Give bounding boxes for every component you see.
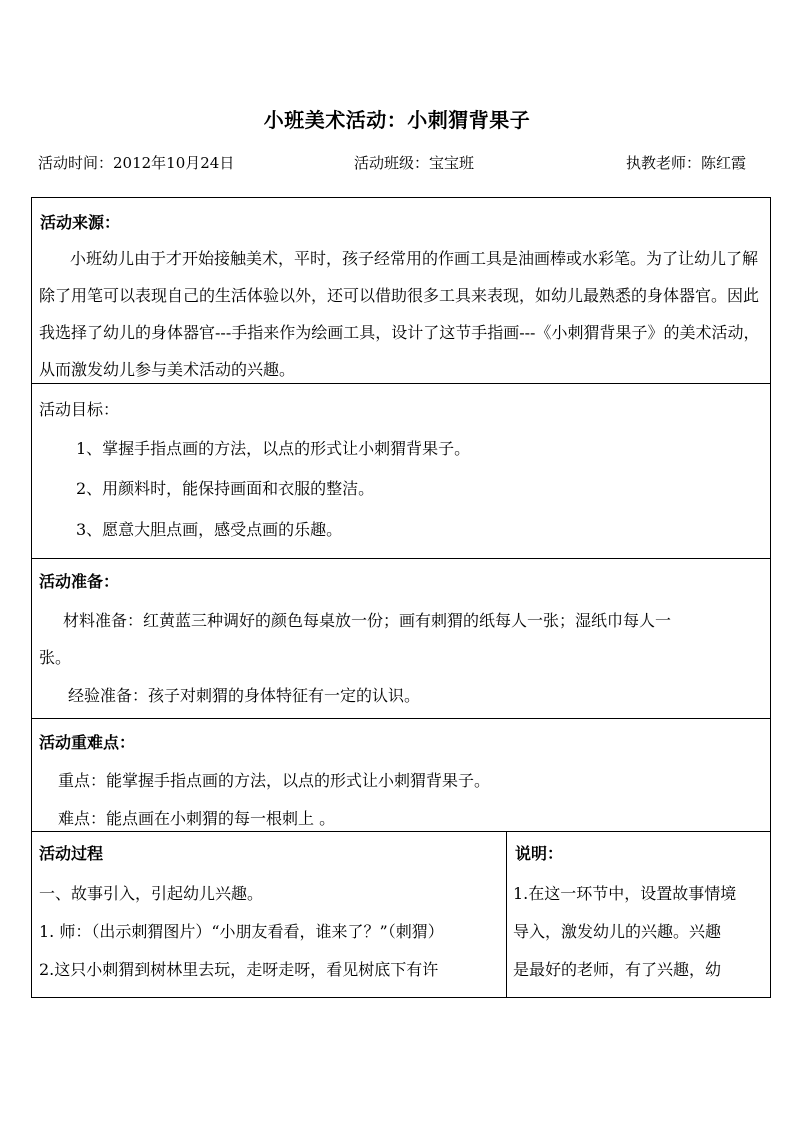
process-column [32, 832, 507, 997]
prep-line: 经验准备：孩子对刺猬的身体特征有一定的认识。 [68, 686, 421, 705]
process-line: 一、故事引入，引起幼儿兴趣。 [39, 884, 264, 903]
goal-item: 3、愿意大胆点画，感受点画的乐趣。 [76, 520, 343, 539]
keypoints-heading: 活动重难点： [39, 733, 136, 752]
process-line: 1. 师：（出示刺猬图片）“小朋友看看，谁来了？”（刺猬） [39, 922, 444, 941]
activity-teacher: 执教老师：陈红霞 [626, 154, 747, 172]
process-section [32, 832, 770, 997]
source-line: 除了用笔可以表现自己的生活体验以外，还可以借助很多工具来表现，如幼儿最熟悉的身体器官。因此 [39, 286, 760, 305]
activity-class: 活动班级：宝宝班 [354, 154, 475, 172]
source-heading: 活动来源： [40, 213, 121, 232]
keypoint-line: 重点：能掌握手指点画的方法，以点的形式让小刺猬背果子。 [58, 771, 491, 790]
notes-column [507, 832, 770, 997]
notes-line: 导入，激发幼儿的兴趣。兴趣 [513, 922, 722, 941]
notes-heading: 说明： [515, 844, 564, 863]
process-line: 2.这只小刺猬到树林里去玩，走呀走呀，看见树底下有许 [39, 960, 439, 979]
prep-line: 材料准备：红黄蓝三种调好的颜色每桌放一份；画有刺猬的纸每人一张；湿纸巾每人一 [63, 611, 672, 630]
preparation-section [32, 559, 770, 719]
notes-line: 1.在这一环节中，设置故事情境 [513, 884, 737, 903]
notes-line: 是最好的老师，有了兴趣，幼 [513, 960, 722, 979]
activity-time: 活动时间：2012年10月24日 [38, 154, 235, 172]
goal-item: 2、用颜料时，能保持画面和衣服的整洁。 [76, 479, 375, 498]
keypoints-section [32, 719, 770, 832]
document-title: 小班美术活动：小刺猬背果子 [263, 108, 531, 132]
process-heading: 活动过程 [39, 844, 104, 863]
goal-item: 1、掌握手指点画的方法，以点的形式让小刺猬背果子。 [76, 439, 471, 458]
keypoint-line: 难点：能点画在小刺猬的每一根刺上 。 [58, 809, 336, 828]
source-line: 从而激发幼儿参与美术活动的兴趣。 [39, 360, 296, 379]
lesson-plan-table [31, 197, 771, 998]
source-section [32, 198, 770, 384]
goals-section [32, 384, 770, 559]
prep-line: 张。 [39, 648, 72, 667]
prep-heading: 活动准备： [39, 572, 120, 591]
goals-heading: 活动目标： [39, 400, 120, 419]
source-line: 我选择了幼儿的身体器官---手指来作为绘画工具，设计了这节手指画---《小刺猬背果子》的美术活动， [39, 323, 760, 342]
source-line: 小班幼儿由于才开始接触美术，平时，孩子经常用的作画工具是油画棒或水彩笔。为了让幼儿了解 [70, 249, 759, 268]
